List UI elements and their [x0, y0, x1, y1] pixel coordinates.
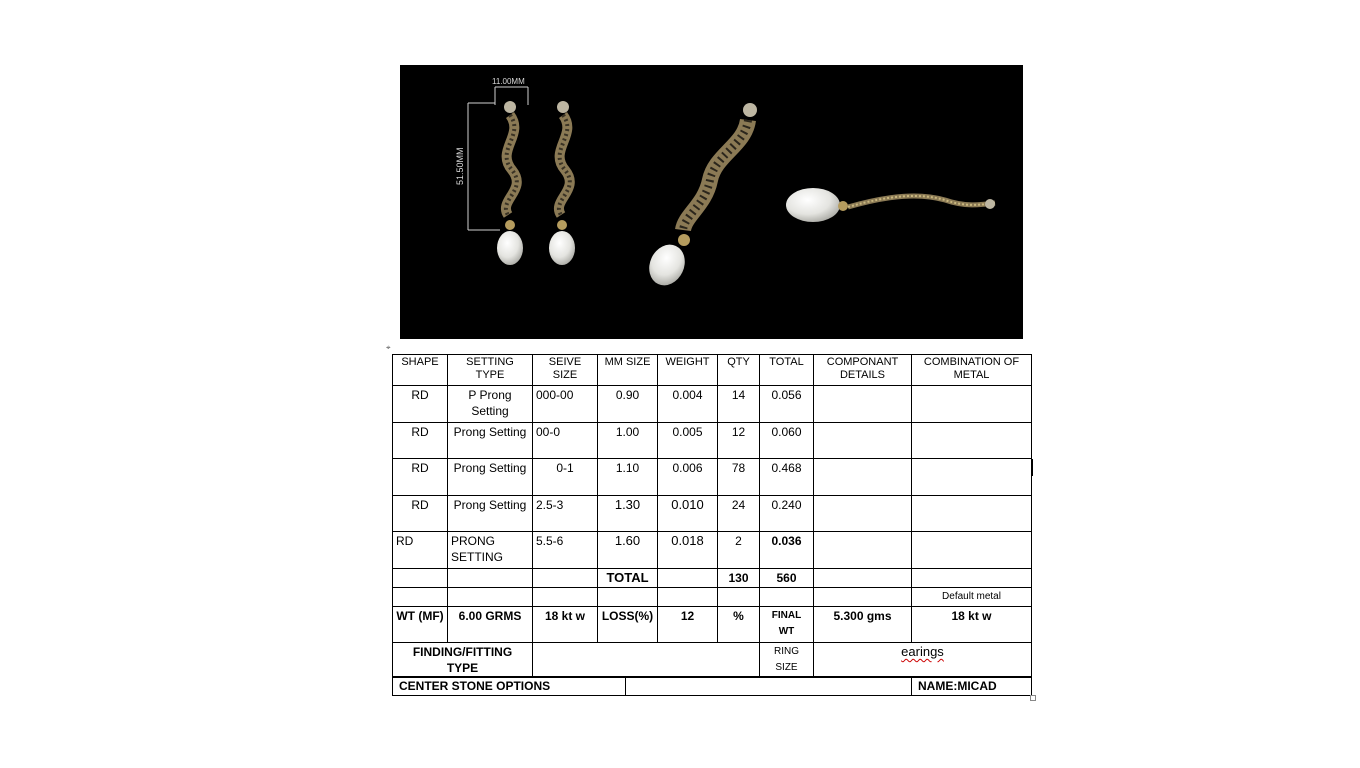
seive-cell: 0-1 [533, 459, 598, 496]
header-cell: SETTING TYPE [448, 355, 533, 386]
empty-cell [814, 569, 912, 588]
weight-cell: 0.010 [658, 496, 718, 532]
header-cell: QTY [718, 355, 760, 386]
empty-cell [598, 588, 658, 607]
seive-cell: 000-00 [533, 386, 598, 423]
header-cell: WEIGHT [658, 355, 718, 386]
empty-cell [814, 588, 912, 607]
setting-cell: Prong Setting [448, 423, 533, 459]
empty-cell [533, 569, 598, 588]
table-row [393, 386, 1032, 423]
product-render-image [400, 65, 1023, 339]
footer-table [392, 676, 1032, 696]
total-cell: 0.060 [760, 423, 814, 459]
metal-cell [912, 496, 1032, 532]
metal-cell [912, 423, 1032, 459]
setting-cell: Prong Setting [448, 459, 533, 496]
setting-cell: PRONG SETTING [448, 532, 533, 569]
seive-cell: 00-0 [533, 423, 598, 459]
shape-cell: RD [393, 386, 448, 423]
empty-cell [658, 569, 718, 588]
component-cell [814, 386, 912, 423]
spec-table [392, 354, 1032, 678]
metal-cell [912, 459, 1032, 496]
dimension-lines [468, 87, 528, 230]
empty-cell [760, 588, 814, 607]
ring-size-text: earings [901, 644, 944, 659]
total-qty: 130 [718, 569, 760, 588]
earring-front-left [497, 101, 523, 265]
center-stone-label: CENTER STONE OPTIONS [393, 677, 626, 696]
default-metal-row [393, 588, 1032, 607]
mm-cell: 1.10 [598, 459, 658, 496]
empty-cell [448, 569, 533, 588]
total-row [393, 569, 1032, 588]
setting-cell: Prong Setting [448, 496, 533, 532]
earring-front-right [549, 101, 575, 265]
mm-cell: 0.90 [598, 386, 658, 423]
total-label: TOTAL [598, 569, 658, 588]
total-cell: 0.056 [760, 386, 814, 423]
empty-cell [718, 588, 760, 607]
component-cell [814, 532, 912, 569]
wt-label: WT (MF) [393, 607, 448, 643]
component-cell [814, 423, 912, 459]
loss-label: LOSS(%) [598, 607, 658, 643]
finding-row [393, 643, 1032, 678]
header-cell: COMPONANT DETAILS [814, 355, 912, 386]
qty-cell: 78 [718, 459, 760, 496]
ring-size-value [814, 643, 1032, 678]
weight-cell: 0.018 [658, 532, 718, 569]
mm-cell: 1.60 [598, 532, 658, 569]
weight-cell: 0.005 [658, 423, 718, 459]
name-label: NAME:MICAD [912, 677, 1032, 696]
width-dimension-label: 11.00MM [492, 77, 525, 86]
empty-cell [912, 569, 1032, 588]
header-cell: SEIVE SIZE [533, 355, 598, 386]
karat-text: 18 kt w [544, 609, 586, 623]
empty-cell [533, 588, 598, 607]
center-stone-value [626, 677, 912, 696]
shape-cell: RD [393, 532, 448, 569]
weight-cell: 0.004 [658, 386, 718, 423]
qty-cell: 12 [718, 423, 760, 459]
total-cell: 0.240 [760, 496, 814, 532]
table-row [393, 532, 1032, 569]
weight-row [393, 607, 1032, 643]
total-value: 560 [760, 569, 814, 588]
metal-cell [912, 386, 1032, 423]
table-row [393, 459, 1032, 496]
text-cursor [1031, 459, 1033, 476]
table-header-row [393, 355, 1032, 386]
total-cell: 0.468 [760, 459, 814, 496]
component-cell [814, 496, 912, 532]
qty-cell: 24 [718, 496, 760, 532]
shape-cell: RD [393, 423, 448, 459]
qty-cell: 2 [718, 532, 760, 569]
empty-cell [393, 569, 448, 588]
finding-label: FINDING/FITTING TYPE [393, 643, 533, 678]
header-cell: MM SIZE [598, 355, 658, 386]
mm-cell: 1.30 [598, 496, 658, 532]
default-metal-label: Default metal [912, 588, 1032, 607]
header-cell: SHAPE [393, 355, 448, 386]
shape-cell: RD [393, 459, 448, 496]
qty-cell: 14 [718, 386, 760, 423]
metal-cell [912, 532, 1032, 569]
earring-side-view [786, 188, 995, 222]
seive-cell: 2.5-3 [533, 496, 598, 532]
height-dimension-label: 51.50MM [455, 147, 465, 185]
empty-cell [658, 588, 718, 607]
gross-weight: 6.00 GRMS [448, 607, 533, 643]
percent-sign: % [718, 607, 760, 643]
finding-value [533, 643, 760, 678]
component-cell [814, 459, 912, 496]
karat-value [533, 607, 598, 643]
seive-cell: 5.5-6 [533, 532, 598, 569]
resize-handle[interactable] [1030, 695, 1036, 701]
weight-cell: 0.006 [658, 459, 718, 496]
final-wt-value: 5.300 gms [814, 607, 912, 643]
mm-cell: 1.00 [598, 423, 658, 459]
shape-cell: RD [393, 496, 448, 532]
header-cell: TOTAL [760, 355, 814, 386]
ring-size-label: RING SIZE [760, 643, 814, 678]
earring-angled-view [643, 103, 757, 291]
anchor-mark: ⌖ [386, 343, 391, 352]
loss-value: 12 [658, 607, 718, 643]
header-cell: COMBINATION OF METAL [912, 355, 1032, 386]
metal-value: 18 kt w [912, 607, 1032, 643]
table-row [393, 423, 1032, 459]
setting-cell: P Prong Setting [448, 386, 533, 423]
total-cell: 0.036 [760, 532, 814, 569]
table-row [393, 496, 1032, 532]
final-wt-label: FINAL WT [760, 607, 814, 643]
empty-cell [448, 588, 533, 607]
empty-cell [393, 588, 448, 607]
